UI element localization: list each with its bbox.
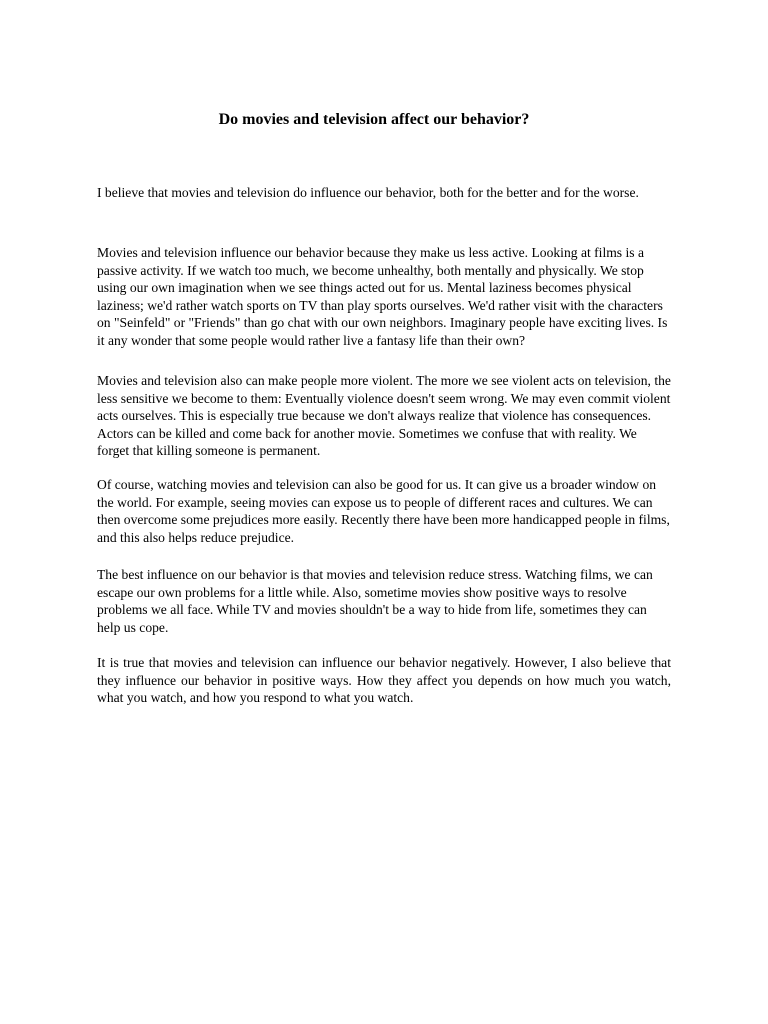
paragraph-intro: I believe that movies and television do influence our behavior, both for the better and for the worse. bbox=[97, 185, 639, 200]
paragraph-less-active: Movies and television influence our behavior because they make us less active. Looking at films is a passive activity. If we watch too much, we become unhealthy, both mentally and physically. We stop using our own imagination when we see things acted out for us. Mental laziness becomes physical laziness; we'd rather watch sports on TV than play sports ourselves. We'd rather visit with the characters on "Seinfeld" or "Friends" than go chat with our own neighbors. Imaginary people have exciting lives. Is it any wonder that some people would rather live a fantasy life than their own? bbox=[97, 245, 668, 348]
paragraph-reduce-stress: The best influence on our behavior is that movies and television reduce stress. Watching films, we can escape our own problems for a little while. Also, sometime movies show positive ways to resolve problems we all face. While TV and movies shouldn't be a way to hide from life, sometimes they can help us cope. bbox=[97, 567, 653, 635]
paragraph-conclusion: It is true that movies and television can influence our behavior negatively. However, I also believe that they influence our behavior in positive ways. How they affect you depends on how much you watch, what you watch, and how you respond to what you watch. bbox=[97, 655, 671, 706]
document-title: Do movies and television affect our behavior? bbox=[218, 111, 530, 128]
paragraph-violence: Movies and television also can make people more violent. The more we see violent acts on television, the less sensitive we become to them: Eventually violence doesn't seem wrong. We may even commit violent acts ourselves. This is especially true because we don't always realize that violence has consequences. Actors can be killed and come back for another movie. Sometimes we confuse that with reality. We forget that killing someone is permanent. bbox=[97, 373, 671, 459]
paragraph-broader-window: Of course, watching movies and television can also be good for us. It can give us a broader window on the world. For example, seeing movies can expose us to people of different races and cultures. We can then overcome some prejudices more easily. Recently there have been more handicapped people in films, and this also helps reduce prejudice. bbox=[97, 477, 670, 545]
